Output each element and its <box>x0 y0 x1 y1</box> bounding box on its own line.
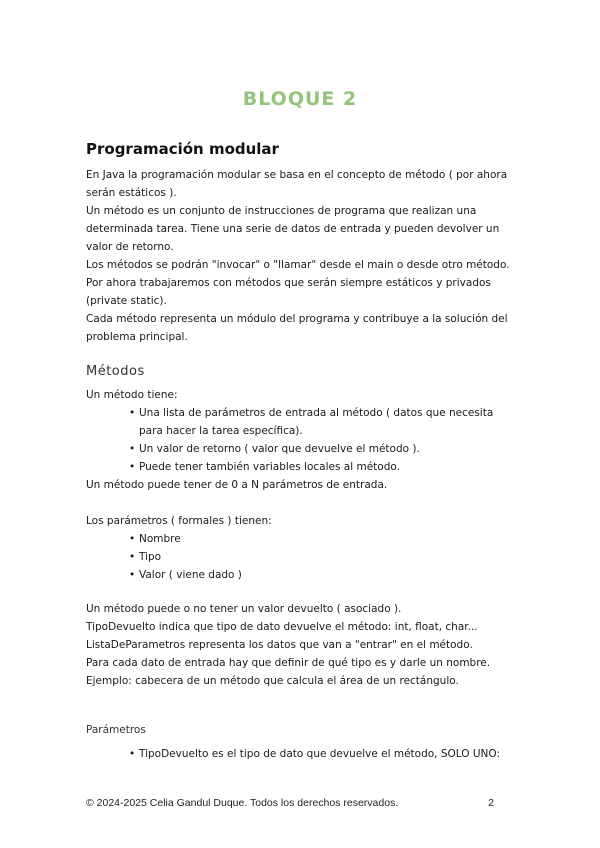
page-footer <box>86 797 494 809</box>
note-line: ListaDeParametros representa los datos que van a "entrar" en el método. <box>86 639 473 651</box>
document-title: BLOQUE 2 <box>242 88 358 110</box>
page-number: 2 <box>488 797 494 809</box>
intro-paragraph: Cada método representa un módulo del programa y contribuye a la solución del problema principal. <box>86 313 508 343</box>
metodos-lead: Un método tiene: <box>86 389 178 401</box>
list-item: • TipoDevuelto es el tipo de dato que devuelve el método, SOLO UNO: <box>131 745 516 763</box>
params-list <box>86 530 516 584</box>
intro-paragraph: Por ahora trabajaremos con métodos que serán siempre estáticos y privados (private static). <box>86 277 491 307</box>
parametros-list <box>86 745 516 763</box>
intro-paragraph: En Java la programación modular se basa en el concepto de método ( por ahora serán estáticos ). <box>86 169 508 199</box>
parametros-heading: Parámetros <box>86 724 146 736</box>
metodos-list <box>86 404 516 476</box>
list-item: • Un valor de retorno ( valor que devuelve el método ). <box>131 440 516 458</box>
list-item: • Tipo <box>131 548 516 566</box>
intro-paragraphs <box>86 166 516 346</box>
section-heading: Programación modular <box>86 140 279 158</box>
list-item: • Puede tener también variables locales al método. <box>131 458 516 476</box>
list-item: • Nombre <box>131 530 516 548</box>
note-line: Para cada dato de entrada hay que definir de qué tipo es y darle un nombre. <box>86 657 491 669</box>
metodos-heading: Métodos <box>86 364 145 379</box>
params-block <box>86 512 516 584</box>
copyright-text: © 2024-2025 Celia Gandul Duque. Todos los derechos reservados. <box>86 797 399 809</box>
intro-paragraph: Un método es un conjunto de instrucciones de programa que realizan una determinada tarea. Tiene una serie de datos de entrada y pueden devolver un valor de retorno. <box>86 205 500 253</box>
note-line: Un método puede o no tener un valor devuelto ( asociado ). <box>86 603 402 615</box>
note-line: Ejemplo: cabecera de un método que calcula el área de un rectángulo. <box>86 675 459 687</box>
metodos-block <box>86 386 516 494</box>
parametros-block <box>86 745 516 763</box>
intro-paragraph: Los métodos se podrán "invocar" o "llamar" desde el main o desde otro método. <box>86 259 510 271</box>
metodos-after: Un método puede tener de 0 a N parámetros de entrada. <box>86 479 388 491</box>
notes-block <box>86 600 516 690</box>
params-lead: Los parámetros ( formales ) tienen: <box>86 515 272 527</box>
list-item: • Una lista de parámetros de entrada al método ( datos que necesita para hacer la tarea específica). <box>131 404 516 440</box>
list-item: • Valor ( viene dado ) <box>131 566 516 584</box>
note-line: TipoDevuelto indica que tipo de dato devuelve el método: int, float, char... <box>86 621 478 633</box>
